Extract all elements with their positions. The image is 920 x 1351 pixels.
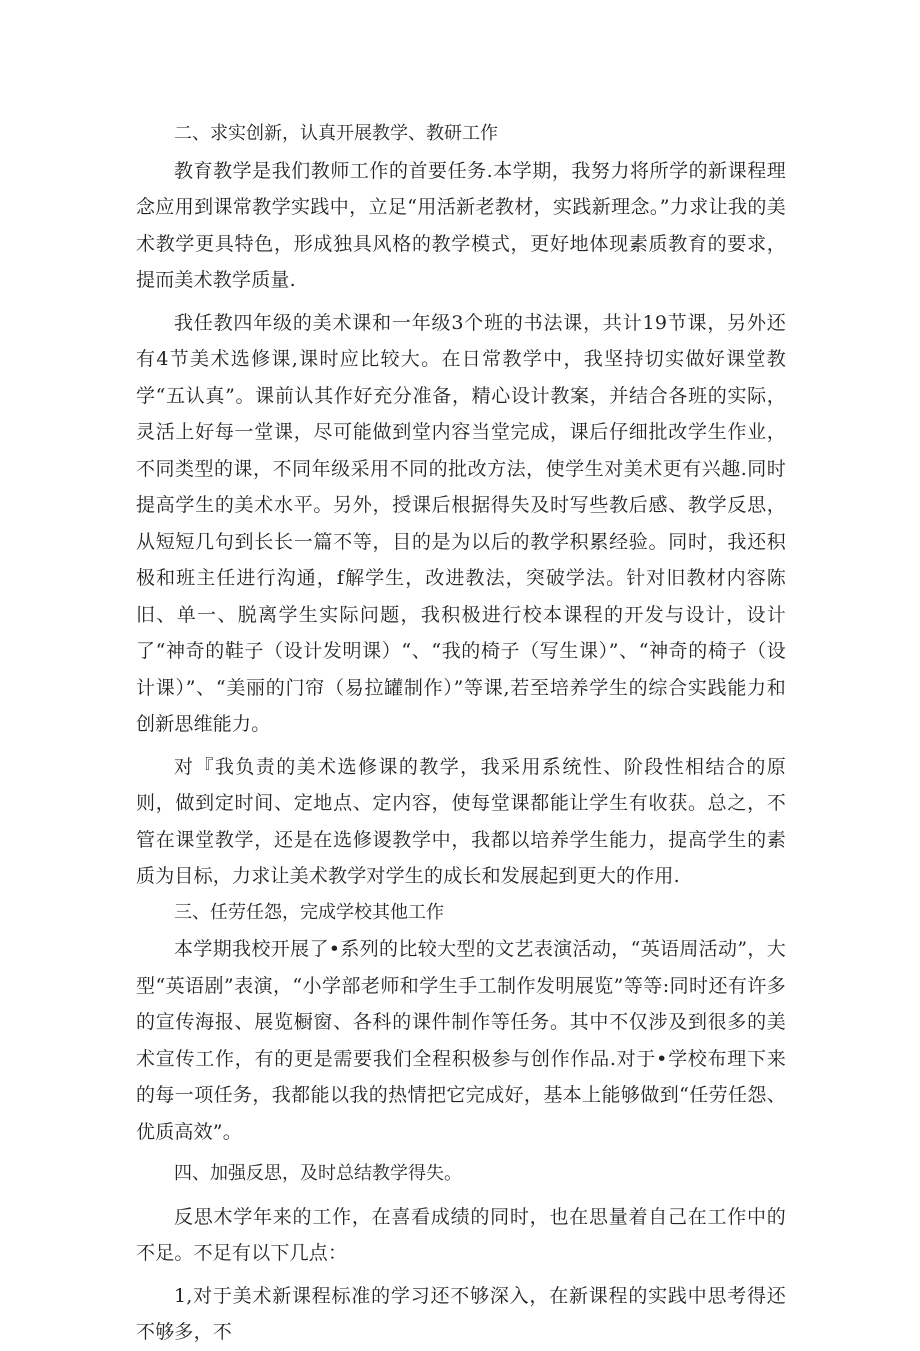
document-body [136,116,786,1351]
paragraph: 1,对于美术新课程标准的学习还不够深入，在新课程的实践中思考得还不够多，不 [136,1284,786,1343]
section-heading-4: 四、加强反思，及时总结教学得失。 [174,1163,462,1184]
paragraph: 对『我负责的美术选修课的教学，我采用系统性、阶段性相结合的原则，做到定时间、定地点、定内容，使每堂课都能让学生有收获。总之，不管在课堂教学，还是在选修谡教学中，我都以培养学生能力，提高学生的素质为目标，力求让美术教学对学生的成长和发展起到更大的作用. [136,755,786,887]
paragraph: 反思木学年来的工作，在喜看成绩的同时，也在思量着自己在工作中的不足。不足有以下几点： [136,1205,786,1264]
section-heading-2: 二、求实创新，认真开展教学、教研工作 [174,123,498,144]
section-heading-3: 三、任劳任怨，完成学校其他工作 [174,901,444,923]
paragraph: 我任教四年级的美术课和一年级3个班的书法课，共计19节课，另外还有4节美术选修课,课时应比较大。在日常教学中，我坚持切实做好课堂教学“五认真”。课前认其作好充分准备，精心设计教案，并结合各班的实际，灵活上好每一堂课，尽可能做到堂内容当堂完成，课后仔细批改学生作业，不同类型的课，不同年级采用不同的批改方法，使学生对美术更有兴趣.同时提高学生的美术水平。另外，授课后根据得失及时写些教后感、教学反思，从短短几句到长长一篇不等，目的是为以后的教学积累经验。同时，我还积极和班主任进行沟通，f解学生，改进教法，突破学法。针对旧教材内容陈旧、单一、脱离学生实际问题，我积极进行校本课程的开发与设计，设计了“神奇的鞋子（设计发明课）“、“我的椅子（写生课）”、“神奇的椅子（设计课）”、“美丽的门帘（易拉罐制作）”等课,若至培养学生的综合实践能力和创新思维能力。 [136,311,786,735]
paragraph: 教育教学是我们教师工作的首要任务.本学期，我努力将所学的新课程理念应用到课常教学实践中，立足“用活新老教材，实践新理念。”力求让我的美术教学更具特色，形成独具风格的教学模式，更好地体现素质教育的要求，提而美术教学质量. [136,159,786,291]
paragraph: 本学期我校开展了•系列的比较大型的文艺表演活动，“英语周活动”，大型“英语剧”表演，“小学部老师和学生手工制作发明展览”等等:同时还有许多的宣传海报、展览橱窗、各科的课件制作等任务。其中不仅涉及到很多的美术宣传工作，有的更是需要我们全程积极参与创作作品.对于•学校布理下来的每一项任务，我都能以我的热情把它完成好，基本上能够做到“任劳任怨、优质高效”。 [136,938,786,1143]
